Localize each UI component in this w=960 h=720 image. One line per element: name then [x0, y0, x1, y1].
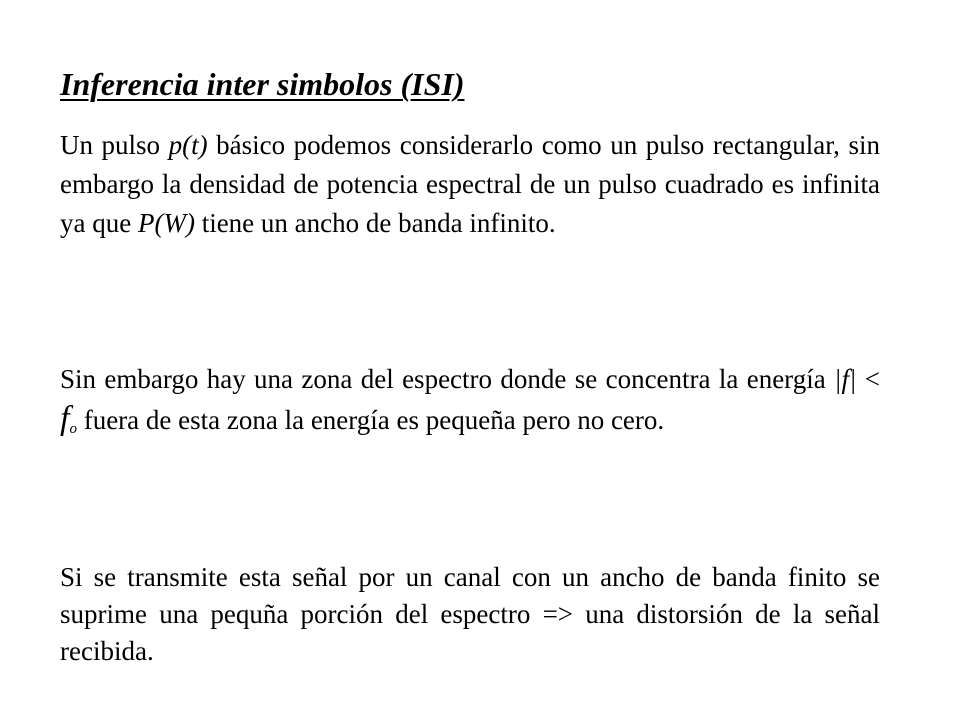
math-abs-f: |f|	[834, 364, 857, 394]
math-f: f	[60, 400, 70, 437]
math-less-than: <	[856, 364, 880, 394]
paragraph-pulse-description	[60, 126, 880, 243]
paragraph2-text-b: fuera de esta zona la energía es pequeña pero no cero.	[76, 405, 665, 435]
math-subscript-o: o	[69, 421, 77, 437]
paragraph-energy-zone	[60, 360, 880, 449]
paragraph1-text-c: tiene un ancho de banda infinito.	[194, 208, 556, 238]
paragraph1-text-b: básico podemos considerarlo como un pulso rectangular, sin embargo la densidad de potencia espectral de un pulso cuadrado es infinita ya que	[60, 130, 880, 238]
paragraph1-text-a: Un pulso	[60, 130, 169, 160]
slide-title: Inferencia inter simbolos (ISI)	[60, 66, 465, 102]
paragraph-channel-distortion: Si se transmite esta señal por un canal con un ancho de banda finito se suprime una pequña porción del espectro => una distorsión de la señal recibida.	[60, 562, 880, 666]
math-p-of-w: P(W)	[137, 208, 195, 238]
paragraph2-text-a: Sin embargo hay una zona del espectro donde se concentra la energía	[60, 364, 835, 394]
math-p-of-t: p(t)	[168, 130, 208, 160]
